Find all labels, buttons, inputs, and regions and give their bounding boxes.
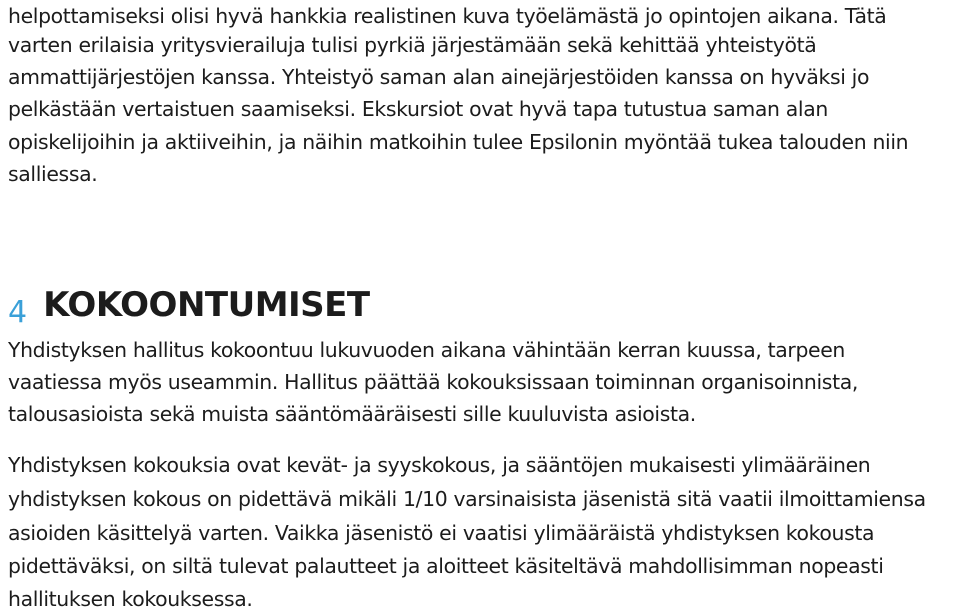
text-line: salliessa. [8,162,98,186]
text-line: yhdistyksen kokous on pidettävä mikäli 1/10 varsinaisista jäsenistä sitä vaatii ilmoittamiensa [8,487,926,511]
section-title: KOKOONTUMISET [43,285,370,325]
text-line: pidettäväksi, on siltä tulevat palautteet ja aloitteet käsiteltävä mahdollisimman nopeasti [8,554,884,578]
text-line: vaatiessa myös useammin. Hallitus päättää kokouksissaan toiminnan organisoinnista, [8,370,858,394]
text-line: Yhdistyksen kokouksia ovat kevät- ja syyskokous, ja sääntöjen mukaisesti ylimääräinen [8,453,871,477]
text-line: Yhdistyksen hallitus kokoontuu lukuvuoden aikana vähintään kerran kuussa, tarpeen [8,338,845,362]
text-line: helpottamiseksi olisi hyvä hankkia realistinen kuva työelämästä jo opintojen aikana. Tätä [8,4,887,28]
text-line: asioiden käsittelyä varten. Vaikka jäsenistö ei vaatisi ylimääräistä yhdistyksen kokousta [8,521,875,545]
text-line: talousasioista sekä muista sääntömääräisesti sille kuuluvista asioista. [8,402,696,426]
text-line: hallituksen kokouksessa. [8,587,253,611]
section-heading [8,282,370,334]
text-line: ammattijärjestöjen kanssa. Yhteistyö saman alan ainejärjestöiden kanssa on hyväksi jo [8,65,870,89]
section-number: 4 [8,295,28,330]
text-line: pelkästään vertaistuen saamiseksi. Ekskursiot ovat hyvä tapa tutustua saman alan [8,97,828,121]
text-line: opiskelijoihin ja aktiiveihin, ja näihin matkoihin tulee Epsilonin myöntää tukea talouden niin [8,130,909,154]
text-line: varten erilaisia yritysvierailuja tulisi pyrkiä järjestämään sekä kehittää yhteistyötä [8,33,817,57]
